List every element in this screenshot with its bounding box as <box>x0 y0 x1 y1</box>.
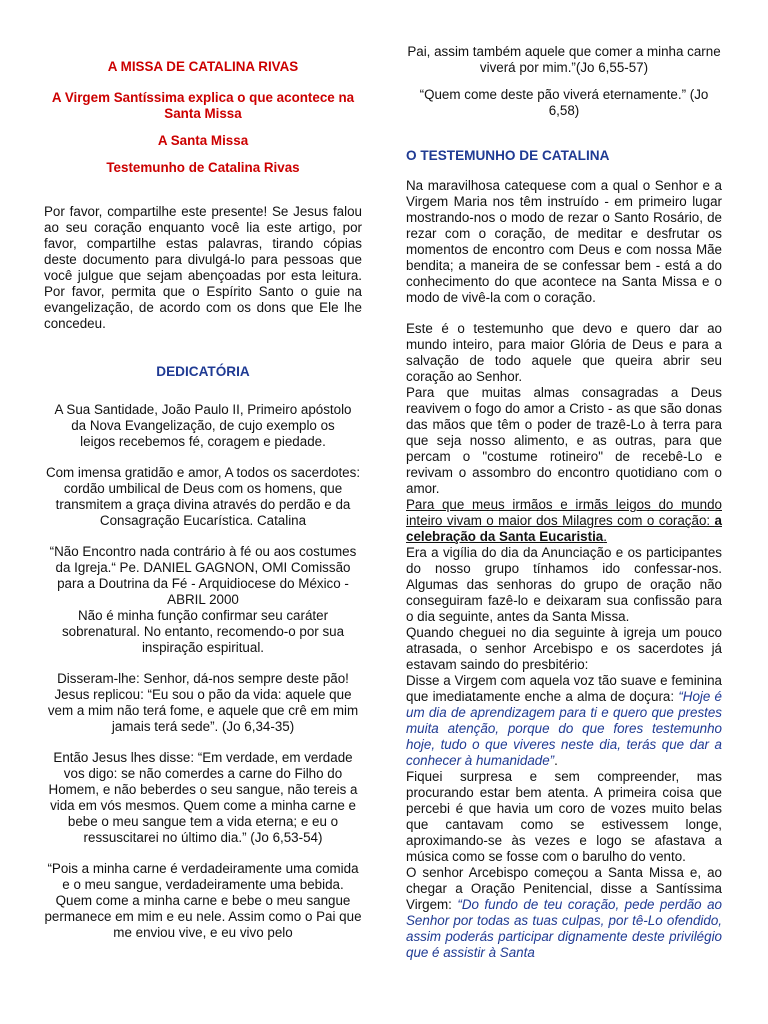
scripture-paragraph-1: Disseram-lhe: Senhor, dá-nos sempre deste pão! Jesus replicou: “Eu sou o pão da vida: aquele que vem a mim não terá fome, e aquele que crê em mim jamais terá sede”. (Jo 6,34-35) <box>47 671 359 734</box>
testimony-heading: O TESTEMUNHO DE CATALINA <box>406 148 610 163</box>
document-subtitle: A Virgem Santíssima explica o que acontece na Santa Missa <box>51 90 355 121</box>
testimony-paragraph-3: Para que muitas almas consagradas a Deus reavivem o fogo do amor a Cristo - as que são donas das mãos que têm o poder de trazê-Lo à terra para que seja nosso alimento, e as outras, para que percam o "costume rotineiro" de recebê-Lo e revivam o assombro do encontro quotidiano com o amor. <box>406 385 722 496</box>
document-subtitle-2: A Santa Missa <box>157 133 249 148</box>
document-title: A MISSA DE CATALINA RIVAS <box>107 59 299 74</box>
testimony-paragraph-9 <box>406 865 722 961</box>
left-column <box>44 0 362 941</box>
underlined-text: Para que meus irmãos e irmãs leigos do mundo inteiro vivam o maior dos Milagres com o coração: <box>406 497 722 528</box>
testimony-paragraph-8: Fiquei surpresa e sem compreender, mas procurando estar bem atenta. A primeira coisa que percebi é que havia um coro de vozes muito belas que cantavam como se estivessem longe, aproximando-se às vezes e logo se afastava a música como se fosse com o barulho do vento. <box>406 769 722 864</box>
scripture-quote: “Quem come deste pão viverá eternamente.” (Jo 6,58) <box>419 87 709 118</box>
testimony-paragraph-5: Era a vigília do dia da Anunciação e os participantes do nosso grupo tínhamos ido confessar-nos. Algumas das senhoras do grupo de oração não conseguiram fazê-lo e deixaram sua confissão para o dia seguinte, antes da Santa Missa. <box>406 545 722 624</box>
underlined-period: . <box>603 529 607 544</box>
virgin-quote: “Hoje é um dia de aprendizagem para ti e quero que prestes muita atenção, porque do que fores testemunho hoje, tudo o que viveres neste dia, terás que dar a conhecer à humanidade” <box>406 689 722 768</box>
underlined-bold-text: a celebração da Santa Eucaristia <box>406 513 722 544</box>
approval-note: Não é minha função confirmar seu caráter sobrenatural. No entanto, recomendo-o por sua inspiração espiritual. <box>61 608 345 655</box>
quote-period: . <box>554 753 558 768</box>
dedication-heading: DEDICATÓRIA <box>156 364 250 379</box>
plain-text: Disse a Virgem com aquela voz tão suave e feminina que imediatamente enche a alma de doçura: <box>406 673 722 704</box>
virgin-quote: “Do fundo de teu coração, pede perdão ao Senhor por todas as tuas culpas, por tê-Lo ofendido, assim poderás participar dignamente deste privilégio que é assistir à Santa <box>406 897 722 960</box>
scripture-paragraph-2: Então Jesus lhes disse: “Em verdade, em verdade vos digo: se não comerdes a carne do Filho do Homem, e não beberdes o seu sangue, não tereis a vida em vós mesmos. Quem come a minha carne e bebe o meu sangue tem a vida eterna; e eu o ressuscitarei no último dia.” (Jo 6,53-54) <box>48 750 358 845</box>
testimony-paragraph-6: Quando cheguei no dia seguinte à igreja um pouco atrasada, o senhor Arcebispo e os sacerdotes já estavam saindo do presbitério: <box>406 625 722 672</box>
testimony-paragraph-2: Este é o testemunho que devo e quero dar ao mundo inteiro, para maior Glória de Deus e para a salvação de todo aquele que queira abrir seu coração ao Senhor. <box>406 321 722 384</box>
intro-paragraph: Por favor, compartilhe este presente! Se Jesus falou ao seu coração enquanto você lia este artigo, por favor, compartilhe estas palavras, tirando cópias deste documento para divulgá-lo para pessoas que você julgue que sejam abençoadas por esta leitura. Por favor, permita que o Espírito Santo o guie na evangelização, de acordo com os dons que Ele lhe concedeu. <box>44 204 362 331</box>
testimony-paragraph-7 <box>406 673 722 769</box>
testimony-paragraph-4 <box>406 497 722 545</box>
plain-text: O senhor Arcebispo começou a Santa Missa e, ao chegar a Oração Penitencial, disse a Santíssima Virgem: <box>406 865 722 912</box>
scripture-paragraph-3: “Pois a minha carne é verdadeiramente uma comida e o meu sangue, verdadeiramente uma bebida. Quem come a minha carne e bebe o meu sangue permanece em mim e eu nele. Assim como o Pai que me enviou vive, e eu vivo pelo <box>44 861 362 940</box>
right-column <box>406 0 722 961</box>
testimony-paragraph-1: Na maravilhosa catequese com a qual o Senhor e a Virgem Maria nos têm instruído - em primeiro lugar mostrando-nos o modo de rezar o Santo Rosário, de rezar com o coração, de meditar e desfrutar os momentos de encontro com Deus e com nossa Mãe bendita; a maneira de se confessar bem - está a do conhecimento do que acontece na Santa Missa e o modo de vivê-la com o coração. <box>406 178 722 305</box>
dedication-paragraph-1: A Sua Santidade, João Paulo II, Primeiro apóstolo da Nova Evangelização, de cujo exemplo os leigos recebemos fé, coragem e piedade. <box>54 402 352 449</box>
document-subtitle-3: Testemunho de Catalina Rivas <box>106 160 300 175</box>
scripture-continuation: Pai, assim também aquele que comer a minha carne viverá por mim.”(Jo 6,55-57) <box>407 44 721 75</box>
approval-quote: “Não Encontro nada contrário à fé ou aos costumes da Igreja.“ Pe. DANIEL GAGNON, OMI Comissão para a Doutrina da Fé - Arquidiocese do México - ABRIL 2000 <box>49 544 357 607</box>
dedication-paragraph-2: Com imensa gratidão e amor, A todos os sacerdotes: cordão umbilical de Deus com os homens, que transmitem a graça divina através do perdão e da Consagração Eucarística. Catalina <box>45 465 361 528</box>
